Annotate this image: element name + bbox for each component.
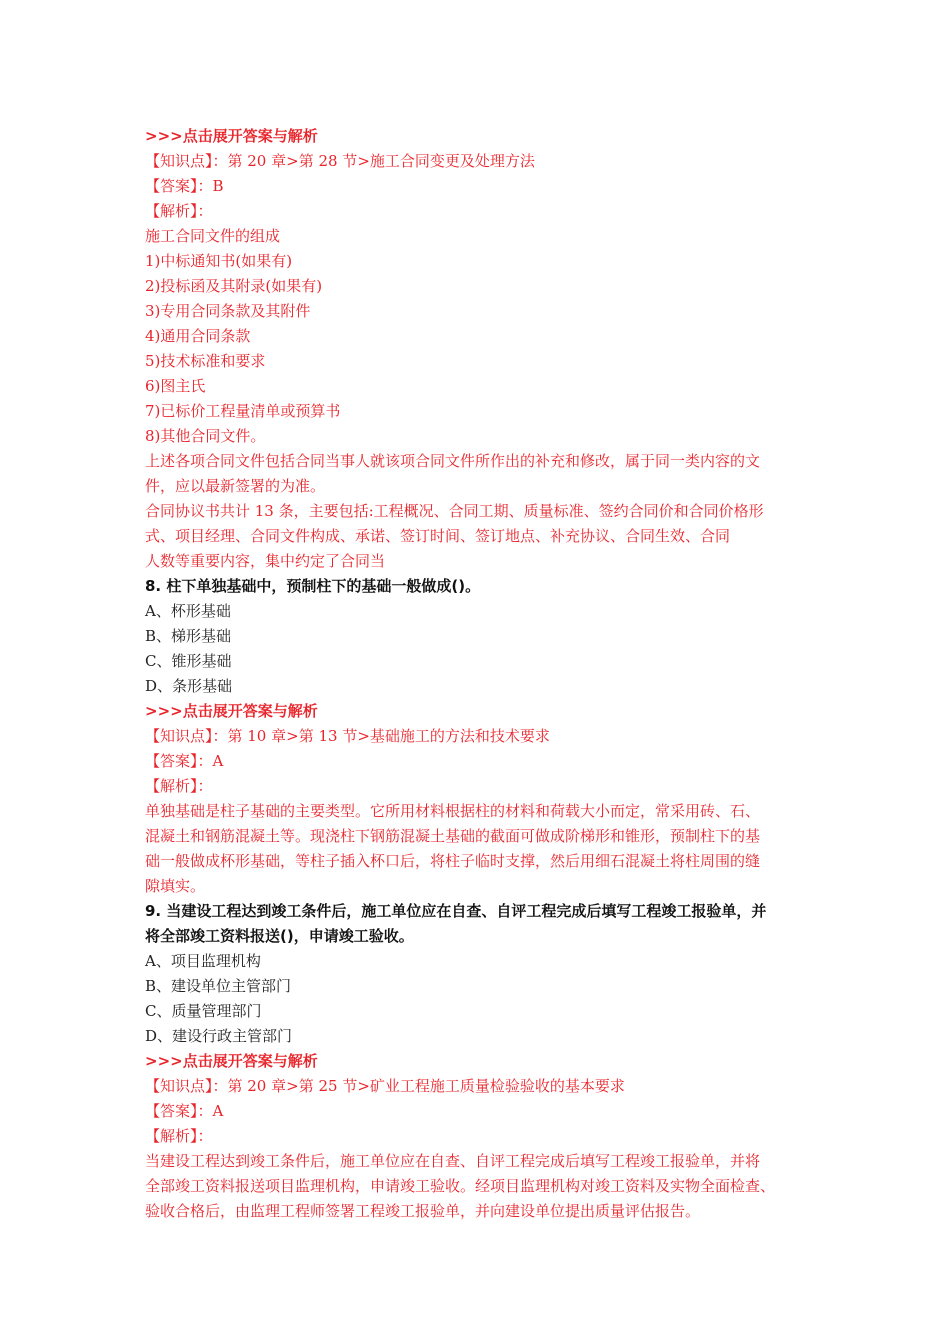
analysis-paragraph-line: 上述各项合同文件包括合同当事人就该项合同文件所作出的补充和修改，属于同一类内容的文 [145, 452, 761, 470]
analysis-line: 7)已标价工程量清单或预算书 [145, 402, 341, 420]
option-b: B、建设单位主管部门 [145, 977, 292, 995]
analysis-paragraph-line: 全部竣工资料报送项目监理机构，申请竣工验收。经项目监理机构对竣工资料及实物全面检查、 [145, 1177, 776, 1195]
analysis-line: 4)通用合同条款 [145, 327, 251, 345]
analysis-paragraph-line: 验收合格后，由监理工程师签署工程竣工报验单，并向建设单位提出质量评估报告。 [145, 1202, 701, 1220]
option-d: D、条形基础 [145, 677, 233, 695]
analysis-paragraph-line: 式、项目经理、合同文件构成、承诺、签订时间、签订地点、补充协议、合同生效、合同 [145, 527, 731, 545]
analysis-line: 2)投标函及其附录(如果有) [145, 277, 323, 295]
option-b: B、梯形基础 [145, 627, 232, 645]
option-a: A、项目监理机构 [145, 952, 261, 970]
answer-text: 【答案】：A [145, 1102, 224, 1120]
expand-answer-link[interactable]: >>>点击展开答案与解析 [145, 1052, 318, 1070]
option-c: C、质量管理部门 [145, 1002, 262, 1020]
analysis-paragraph-line: 件，应以最新签署的为准。 [145, 477, 326, 495]
analysis-line: 8)其他合同文件。 [145, 427, 266, 445]
analysis-line: 3)专用合同条款及其附件 [145, 302, 311, 320]
analysis-paragraph-line: 人数等重要内容，集中约定了合同当 [145, 552, 386, 570]
knowledge-point: 【知识点】：第 20 章>第 25 节>矿业工程施工质量检验验收的基本要求 [145, 1077, 625, 1095]
analysis-line: 施工合同文件的组成 [145, 227, 281, 245]
analysis-paragraph-line: 合同协议书共计 13 条，主要包括:工程概况、合同工期、质量标准、签约合同价和合同价格形 [145, 502, 764, 520]
document-page [145, 124, 810, 1224]
answer-text: 【答案】：B [145, 177, 224, 195]
analysis-paragraph-line: 单独基础是柱子基础的主要类型。它所用材料根据柱的材料和荷载大小而定，常采用砖、石、 [145, 802, 761, 820]
analysis-paragraph-line: 混凝土和钢筋混凝土等。现浇柱下钢筋混凝土基础的截面可做成阶梯形和锥形，预制柱下的基 [145, 827, 761, 845]
option-d: D、建设行政主管部门 [145, 1027, 293, 1045]
analysis-paragraph-line: 础一般做成杯形基础，等柱子插入杯口后，将柱子临时支撑，然后用细石混凝土将柱周围的缝 [145, 852, 761, 870]
analysis-line: 6)图主氏 [145, 377, 206, 395]
analysis-paragraph-line: 当建设工程达到竣工条件后，施工单位应在自查、自评工程完成后填写工程竣工报验单，并将 [145, 1152, 761, 1170]
analysis-paragraph-line: 隙填实。 [145, 877, 206, 895]
analysis-label: 【解析】： [145, 777, 213, 795]
expand-answer-link[interactable]: >>>点击展开答案与解析 [145, 127, 318, 145]
question-8: 8. 柱下单独基础中，预制柱下的基础一般做成()。 [145, 577, 481, 595]
answer-text: 【答案】：A [145, 752, 224, 770]
question-9-line: 9. 当建设工程达到竣工条件后，施工单位应在自查、自评工程完成后填写工程竣工报验单，并 [145, 902, 767, 920]
knowledge-point: 【知识点】：第 20 章>第 28 节>施工合同变更及处理方法 [145, 152, 535, 170]
question-9-line: 将全部竣工资料报送()，申请竣工验收。 [145, 927, 414, 945]
expand-answer-link[interactable]: >>>点击展开答案与解析 [145, 702, 318, 720]
knowledge-point: 【知识点】：第 10 章>第 13 节>基础施工的方法和技术要求 [145, 727, 550, 745]
analysis-label: 【解析】： [145, 1127, 213, 1145]
analysis-label: 【解析】： [145, 202, 213, 220]
option-a: A、杯形基础 [145, 602, 231, 620]
option-c: C、锥形基础 [145, 652, 232, 670]
analysis-line: 1)中标通知书(如果有) [145, 252, 293, 270]
analysis-line: 5)技术标准和要求 [145, 352, 266, 370]
